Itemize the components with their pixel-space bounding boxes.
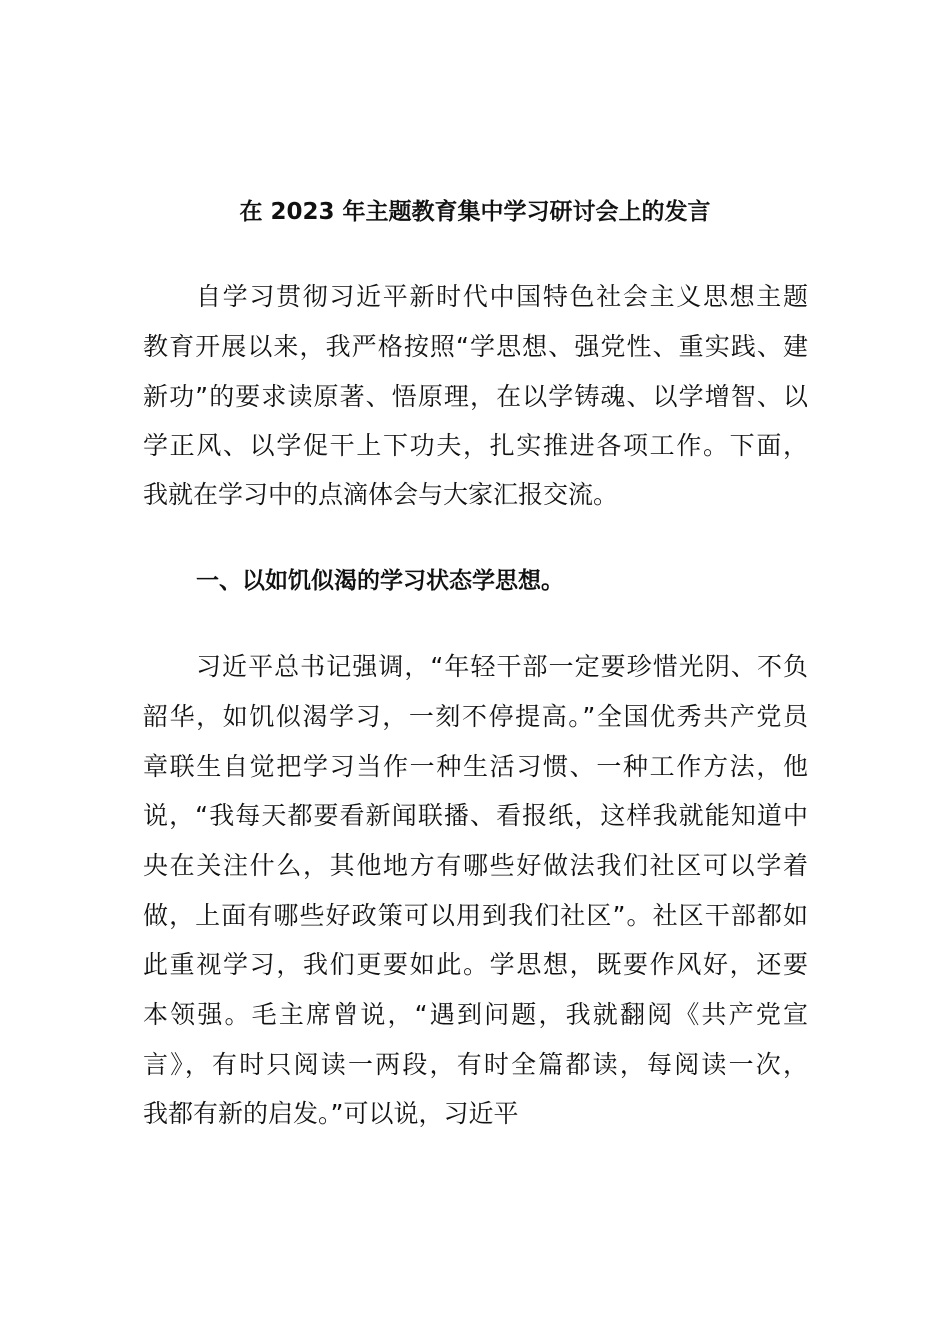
paragraph-line: 学正风、以学促干上下功夫，扎实推进各项工作。下面， (143, 431, 808, 460)
paragraph-line: 此重视学习，我们更要如此。学思想，既要作风好，还要 (143, 950, 808, 979)
paragraph-line: 本领强。毛主席曾说，“遇到问题，我就翻阅《共产党宣 (143, 1000, 808, 1029)
section-heading: 一、以如饥似渴的学习状态学思想。 (196, 568, 564, 594)
paragraph-line: 我就在学习中的点滴体会与大家汇报交流。 (143, 480, 619, 509)
paragraph-line: 言》，有时只阅读一两段，有时全篇都读，每阅读一次， (143, 1050, 808, 1079)
paragraph-line: 做，上面有哪些好政策可以用到我们社区”。社区干部都如 (143, 901, 808, 930)
paragraph-line: 说，“我每天都要看新闻联播、看报纸，这样我就能知道中 (143, 801, 808, 830)
paragraph-line: 新功”的要求读原著、悟原理，在以学铸魂、以学增智、以 (143, 382, 808, 411)
paragraph-line: 习近平总书记强调，“年轻干部一定要珍惜光阴、不负 (196, 652, 808, 681)
paragraph-line: 自学习贯彻习近平新时代中国特色社会主义思想主题 (196, 282, 808, 311)
paragraph-line: 我都有新的启发。”可以说，习近平 (143, 1099, 519, 1128)
paragraph-line: 韶华，如饥似渴学习，一刻不停提高。”全国优秀共产党员 (143, 702, 808, 731)
document-title: 在 2023 年主题教育集中学习研讨会上的发言 (239, 199, 711, 225)
paragraph-line: 央在关注什么，其他地方有哪些好做法我们社区可以学着 (143, 851, 808, 880)
paragraph-line: 章联生自觉把学习当作一种生活习惯、一种工作方法，他 (143, 752, 808, 781)
paragraph-line: 教育开展以来，我严格按照“学思想、强党性、重实践、建 (143, 332, 808, 361)
